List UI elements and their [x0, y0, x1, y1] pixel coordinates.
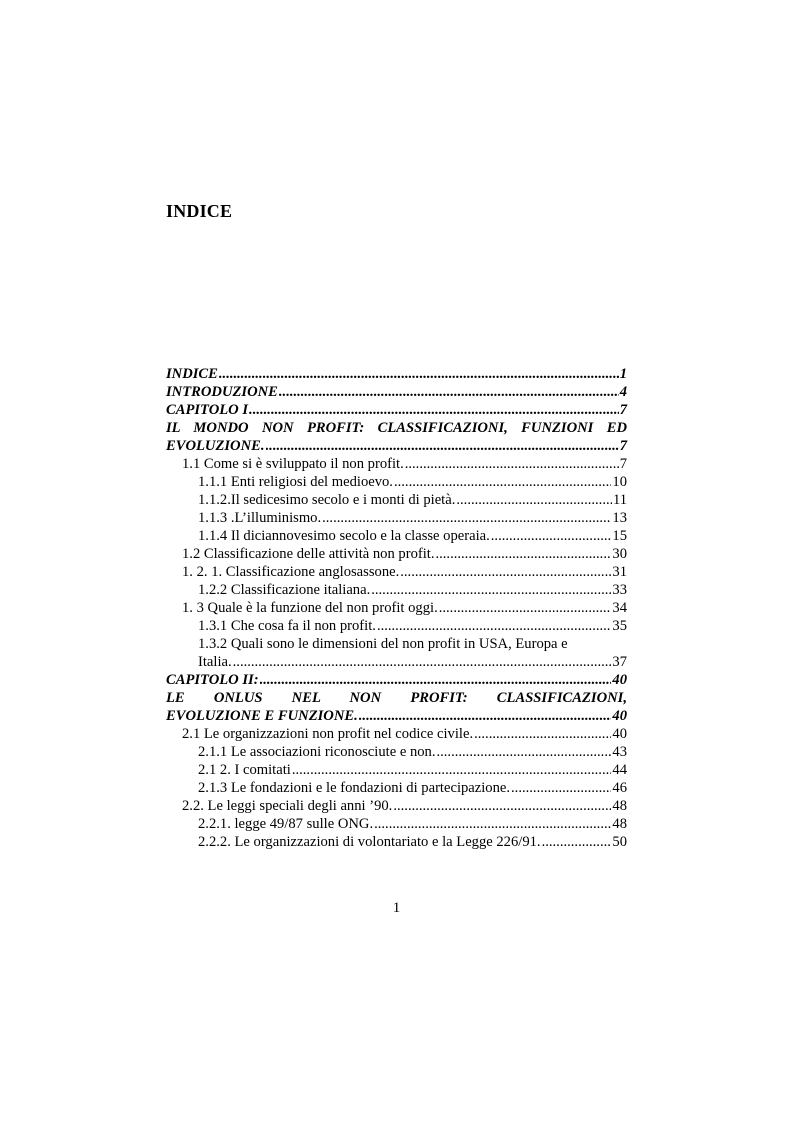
toc-leader-dots	[491, 527, 612, 545]
toc-entry-label: 1. 2. 1. Classificazione anglosassone.	[182, 564, 400, 580]
toc-entry[interactable]	[166, 797, 627, 815]
toc-entry[interactable]	[166, 743, 627, 761]
toc-entry[interactable]	[166, 671, 627, 689]
toc-entry[interactable]	[166, 689, 627, 707]
toc-entry-label: 1.1.3 .L’illuminismo.	[198, 510, 322, 526]
toc-leader-dots	[292, 761, 612, 779]
toc-leader-dots	[374, 815, 611, 833]
toc-entry[interactable]	[166, 563, 627, 581]
toc-entry[interactable]	[166, 491, 627, 509]
toc-entry[interactable]	[166, 437, 627, 455]
toc-entry-label: INTRODUZIONE	[166, 384, 278, 400]
toc-entry[interactable]	[166, 383, 627, 401]
toc-entry-page: 13	[612, 510, 627, 526]
toc-entry[interactable]	[166, 833, 627, 851]
toc-leader-dots	[249, 401, 619, 419]
toc-entry-label: CAPITOLO II:	[166, 672, 259, 688]
toc-entry-page: 33	[612, 582, 627, 598]
toc-entry-label: EVOLUZIONE.	[166, 438, 265, 454]
toc-entry-label: 2.1 Le organizzazioni non profit nel codice civile.	[182, 726, 474, 742]
toc-entry-label: 1.2.2 Classificazione italiana.	[198, 582, 371, 598]
toc-entry-page: 40	[612, 726, 627, 742]
toc-leader-dots	[279, 383, 619, 401]
toc-entry-label: 2.1.3 Le fondazioni e le fondazioni di partecipazione.	[198, 780, 511, 796]
toc-entry-label: 1.3.1 Che cosa fa il non profit.	[198, 618, 376, 634]
toc-entry[interactable]	[166, 707, 627, 725]
toc-leader-dots	[393, 797, 611, 815]
toc-leader-dots	[542, 833, 612, 851]
toc-entry-label: 1.2 Classificazione delle attività non profit.	[182, 546, 435, 562]
toc-entry-page: 48	[612, 816, 627, 832]
toc-entry[interactable]	[166, 509, 627, 527]
toc-entry[interactable]	[166, 545, 627, 563]
toc-entry[interactable]	[166, 725, 627, 743]
toc-entry-label: IL MONDO NON PROFIT: CLASSIFICAZIONI, FUNZIONI ED	[166, 420, 627, 436]
toc-entry-label: LE ONLUS NEL NON PROFIT: CLASSIFICAZIONI,	[166, 690, 627, 706]
toc-entry-page: 46	[612, 780, 627, 796]
toc-leader-dots	[474, 725, 611, 743]
toc-entry-label: CAPITOLO I	[166, 402, 249, 418]
toc-entry-page: 43	[612, 744, 627, 760]
toc-entry[interactable]	[166, 599, 627, 617]
toc-entry[interactable]	[166, 779, 627, 797]
toc-entry[interactable]	[166, 653, 627, 671]
toc-entry-page: 7	[619, 456, 627, 472]
toc-leader-dots	[260, 671, 612, 689]
toc-leader-dots	[394, 473, 611, 491]
toc-entry-label: 1.1 Come si è sviluppato il non profit.	[182, 456, 404, 472]
toc-leader-dots	[359, 707, 612, 725]
toc-entry[interactable]	[166, 365, 627, 383]
toc-entry-page: 10	[612, 474, 627, 490]
toc-leader-dots	[266, 437, 619, 455]
toc-entry[interactable]	[166, 761, 627, 779]
toc-leader-dots	[439, 599, 612, 617]
page-title: INDICE	[166, 201, 233, 221]
toc-entry-label: 1. 3 Quale è la funzione del non profit oggi.	[182, 600, 438, 616]
toc-entry-page: 37	[612, 654, 627, 670]
toc-entry-label: 2.2.2. Le organizzazioni di volontariato e la Legge 226/91.	[198, 834, 541, 850]
toc-leader-dots	[219, 365, 619, 383]
toc-leader-dots	[371, 581, 611, 599]
toc-entry[interactable]	[166, 617, 627, 635]
toc-entry-page: 48	[612, 798, 627, 814]
toc-leader-dots	[233, 653, 612, 671]
toc-entry-page: 30	[612, 546, 627, 562]
toc-entry-label: INDICE	[166, 366, 218, 382]
toc-leader-dots	[405, 455, 619, 473]
toc-entry-label: 1.3.2 Quali sono le dimensioni del non profit in USA, Europa e	[198, 636, 568, 652]
toc-entry-label: 2.1.1 Le associazioni riconosciute e non.	[198, 744, 436, 760]
toc-leader-dots	[435, 545, 611, 563]
toc-leader-dots	[400, 563, 611, 581]
toc-entry[interactable]	[166, 815, 627, 833]
toc-entry[interactable]	[166, 401, 627, 419]
toc-entry-page: 35	[612, 618, 627, 634]
toc-entry-page: 7	[619, 438, 627, 454]
toc-entry-page: 34	[612, 600, 627, 616]
toc-entry[interactable]	[166, 527, 627, 545]
toc-entry-page: 4	[619, 384, 627, 400]
toc-entry-label: 1.1.4 Il diciannovesimo secolo e la classe operaia.	[198, 528, 490, 544]
toc-entry-label: 2.2.1. legge 49/87 sulle ONG.	[198, 816, 374, 832]
toc-leader-dots	[436, 743, 611, 761]
toc-leader-dots	[456, 491, 612, 509]
table-of-contents	[166, 365, 627, 851]
toc-entry-label: 1.1.2.Il sedicesimo secolo e i monti di pietà.	[198, 492, 456, 508]
page-number: 1	[392, 900, 401, 916]
toc-entry-label: Italia.	[198, 654, 232, 670]
toc-leader-dots	[511, 779, 611, 797]
toc-leader-dots	[322, 509, 611, 527]
toc-entry-label: 1.1.1 Enti religiosi del medioevo.	[198, 474, 393, 490]
toc-leader-dots	[377, 617, 611, 635]
toc-entry-label: EVOLUZIONE E FUNZIONE.	[166, 708, 358, 724]
toc-entry-page: 44	[612, 762, 627, 778]
toc-entry-page: 31	[612, 564, 627, 580]
toc-entry-label: 2.1 2. I comitati	[198, 762, 291, 778]
toc-entry[interactable]	[166, 455, 627, 473]
toc-entry-page: 50	[612, 834, 627, 850]
toc-entry[interactable]	[166, 581, 627, 599]
toc-entry[interactable]	[166, 635, 627, 653]
toc-entry-label: 2.2. Le leggi speciali degli anni ’90.	[182, 798, 393, 814]
toc-entry-page: 7	[619, 402, 627, 418]
toc-entry-page: 40	[612, 708, 627, 724]
toc-entry[interactable]	[166, 419, 627, 437]
toc-entry-page: 40	[612, 672, 627, 688]
toc-entry-page: 11	[612, 492, 627, 508]
toc-entry-page: 15	[612, 528, 627, 544]
toc-entry[interactable]	[166, 473, 627, 491]
toc-entry-page: 1	[619, 366, 627, 382]
